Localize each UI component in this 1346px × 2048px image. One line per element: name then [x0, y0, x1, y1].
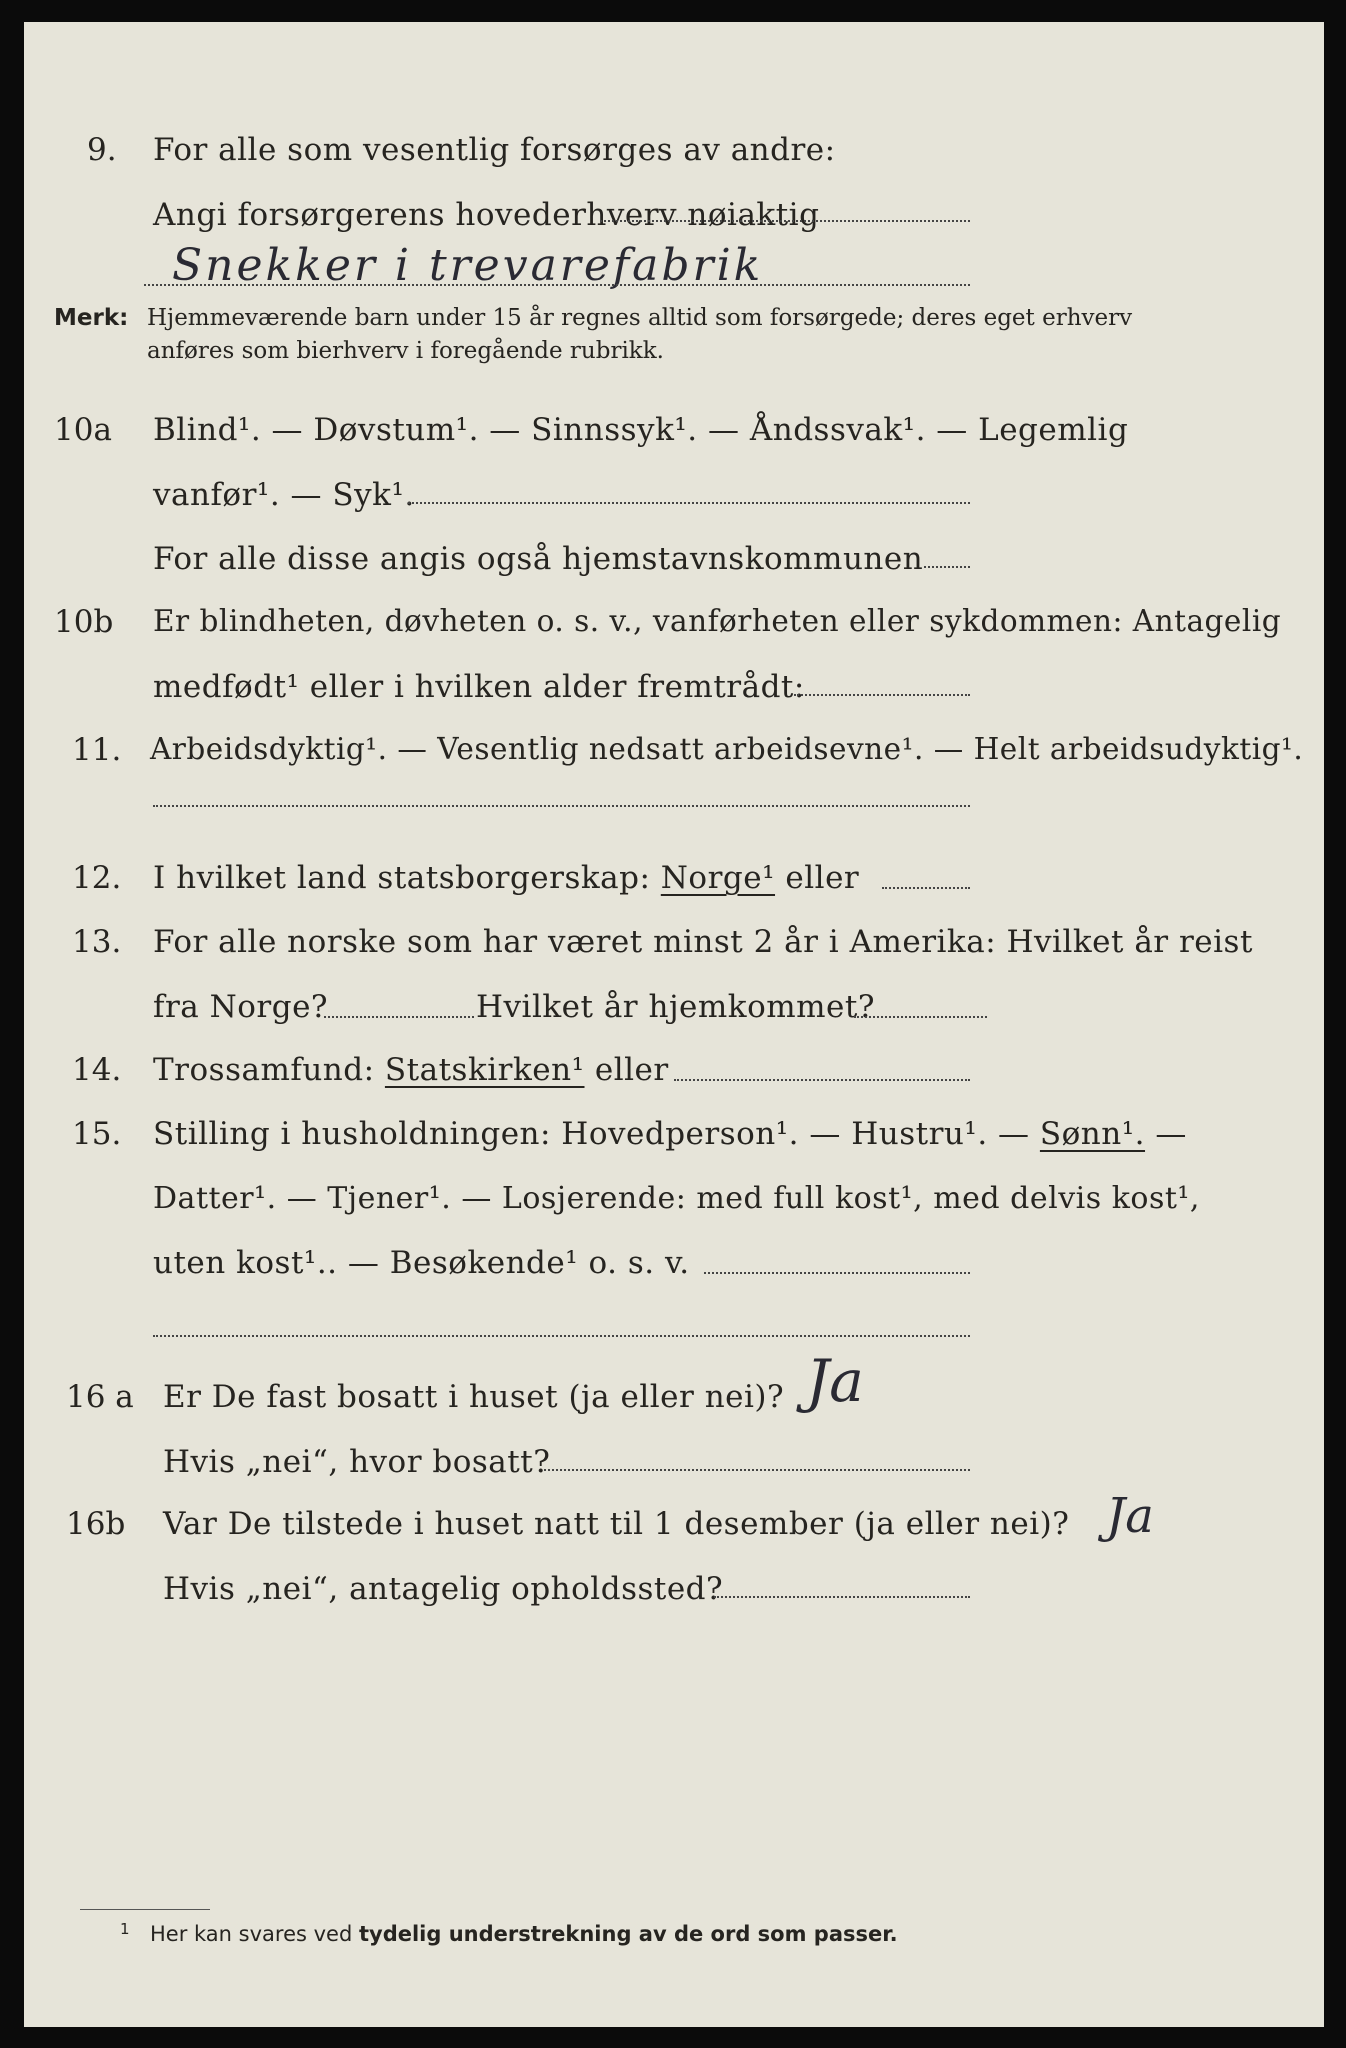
q10b-number: 10b — [54, 604, 114, 640]
q15-number: 15. — [72, 1116, 122, 1152]
q14-underlined-answer: Statskirken¹ — [384, 1052, 585, 1088]
q13-number: 13. — [72, 924, 122, 960]
q10a-line2: vanfør¹. — Syk¹. — [153, 477, 415, 513]
footnote-rule — [80, 1909, 210, 1910]
q12-number: 12. — [72, 860, 122, 896]
q9-line1: For alle som vesentlig forsørges av andre: — [153, 132, 836, 168]
q13-line2a: fra Norge? — [153, 989, 329, 1025]
q15-line1-end: — — [1155, 1116, 1187, 1152]
q15-underlined-answer: Sønn¹. — [1039, 1116, 1146, 1152]
merk-line2: anføres som bierhverv i foregående rubrikk. — [147, 338, 664, 364]
q14-text: Trossamfund: — [153, 1052, 375, 1088]
merk-line1: Hjemmeværende barn under 15 år regnes alltid som forsørgede; deres eget erhverv — [147, 305, 1133, 331]
q12-line — [153, 860, 860, 896]
q15-fill-line — [704, 1272, 970, 1274]
q9-answer-line — [144, 284, 970, 286]
q14-eller: eller — [594, 1052, 669, 1088]
q16b-line1: Var De tilstede i huset natt til 1 desember (ja eller nei)? — [163, 1506, 1070, 1542]
q10b-line2: medfødt¹ eller i hvilken alder fremtrådt: — [153, 669, 805, 705]
q9-fill-line — [600, 220, 970, 222]
q13-line2b: Hvilket år hjemkommet? — [476, 989, 875, 1025]
q16b-line2: Hvis „nei“, antagelig opholdssted? — [163, 1571, 724, 1607]
q9-number: 9. — [87, 132, 117, 168]
q10a-number: 10a — [54, 412, 112, 448]
q11-line1: Arbeidsdyktig¹. — Vesentlig nedsatt arbeidsevne¹. — Helt arbeidsudyktig¹. — [150, 732, 1304, 766]
q16a-number: 16 a — [66, 1379, 134, 1415]
q10a-fill-line — [408, 502, 970, 504]
q12-underlined-answer: Norge¹ — [660, 860, 776, 896]
q16b-handwritten-answer: Ja — [1106, 1488, 1154, 1544]
q16a-where-fill-line — [544, 1469, 970, 1471]
q14-number: 14. — [72, 1052, 122, 1088]
q13-year-left-fill-line — [324, 1016, 474, 1018]
q16a-handwritten-answer: Ja — [806, 1347, 864, 1415]
q16b-number: 16b — [66, 1506, 126, 1542]
footnote-text — [150, 1922, 898, 1946]
footnote-bold: tydelig understrekning av de ord som passer. — [358, 1922, 898, 1946]
q10a-hometown-fill-line — [924, 566, 970, 568]
q9-handwritten-answer: Snekker i trevarefabrik — [172, 240, 764, 291]
census-form-page — [24, 22, 1324, 2027]
q12-text: I hvilket land statsborgerskap: — [153, 860, 651, 896]
q15-line1-text: Stilling i husholdningen: Hovedperson¹. — Hustru¹. — — [153, 1116, 1030, 1152]
q16b-place-fill-line — [714, 1596, 970, 1598]
q14-line — [153, 1052, 669, 1088]
q10b-fill-line — [794, 694, 970, 696]
q15-line2: Datter¹. — Tjener¹. — Losjerende: med full kost¹, med delvis kost¹, — [153, 1181, 1200, 1216]
q15-line1 — [153, 1116, 1187, 1152]
q12-fill-line — [882, 887, 970, 889]
q13-year-returned-fill-line — [854, 1016, 987, 1018]
merk-label: Merk: — [54, 305, 129, 331]
q10a-line1: Blind¹. — Døvstum¹. — Sinnssyk¹. — Åndssvak¹. — Legemlig — [153, 412, 1129, 448]
footnote-pre: Her kan svares ved — [150, 1922, 353, 1946]
q10b-line1: Er blindheten, døvheten o. s. v., vanførheten eller sykdommen: Antagelig — [153, 604, 1282, 638]
q14-fill-line — [674, 1079, 970, 1081]
footnote-mark: 1 — [120, 1920, 130, 1938]
q10a-line3: For alle disse angis også hjemstavnskommunen — [153, 541, 924, 577]
q15-extra-fill-line — [153, 1335, 970, 1337]
q12-eller: eller — [785, 860, 860, 896]
q16a-line1: Er De fast bosatt i huset (ja eller nei)? — [163, 1379, 785, 1415]
q16a-line2: Hvis „nei“, hvor bosatt? — [163, 1444, 551, 1480]
q13-line1: For alle norske som har været minst 2 år i Amerika: Hvilket år reist — [153, 924, 1253, 960]
q11-number: 11. — [72, 732, 122, 768]
q9-line2: Angi forsørgerens hovederhverv nøiaktig — [153, 197, 820, 233]
q11-fill-line — [153, 805, 970, 807]
q15-line3: uten kost¹.. — Besøkende¹ o. s. v. — [153, 1245, 690, 1281]
